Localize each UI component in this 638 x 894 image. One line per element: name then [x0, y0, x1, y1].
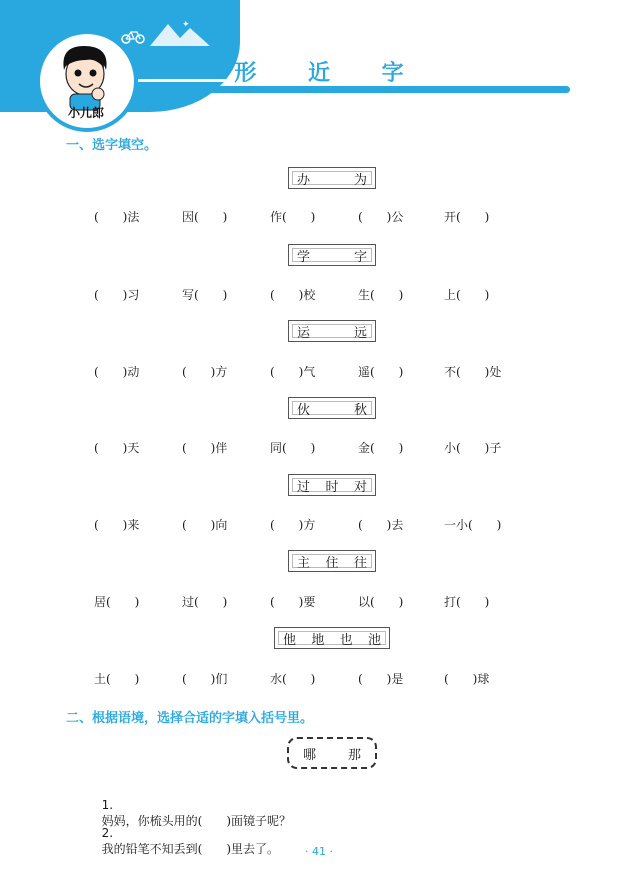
fill-row	[94, 286, 554, 304]
fill-blank-item[interactable]: ( )去	[358, 518, 404, 532]
choice-char: 对	[353, 479, 367, 495]
fill-blank-item[interactable]: 开( )	[444, 210, 490, 224]
char-choice-box	[287, 737, 377, 769]
choice-char: 时	[325, 479, 339, 495]
section-heading: 二、根据语境，选择合适的字填入括号里。	[66, 711, 314, 726]
fill-blank-item[interactable]: 因( )	[182, 210, 228, 224]
fill-blank-item[interactable]: 作( )	[270, 210, 316, 224]
mountains-icon	[150, 18, 210, 46]
fill-blank-item[interactable]: 居( )	[94, 595, 140, 609]
mascot-label: 小儿郎	[68, 106, 105, 120]
choice-char: 地	[311, 632, 325, 648]
fill-blank-item[interactable]: 以( )	[358, 595, 404, 609]
choice-char: 远	[353, 325, 367, 341]
fill-blank-item[interactable]: ( )法	[94, 210, 140, 224]
fill-blank-item[interactable]: 写( )	[182, 288, 228, 302]
fill-blank-item[interactable]: 同( )	[270, 441, 316, 455]
bicycle-icon	[120, 28, 146, 44]
choice-char: 他	[283, 632, 297, 648]
fill-blank-item[interactable]: 土( )	[94, 672, 140, 686]
char-choice-box	[288, 550, 376, 572]
choice-char: 过	[297, 479, 311, 495]
choice-char: 往	[353, 555, 367, 571]
choice-char: 办	[297, 172, 311, 188]
section-heading: 一、选字填空。	[66, 138, 158, 153]
fill-blank-item[interactable]: ( )们	[182, 672, 228, 686]
sentence-number: 1.	[101, 798, 114, 812]
fill-row	[94, 363, 554, 381]
fill-blank-item[interactable]: 生( )	[358, 288, 404, 302]
choice-char: 学	[297, 249, 311, 265]
fill-blank-item[interactable]: 不( )处	[444, 365, 502, 379]
fill-blank-item[interactable]: ( )方	[182, 365, 228, 379]
fill-blank-item[interactable]: ( )向	[182, 518, 228, 532]
fill-blank-item[interactable]: ( )动	[94, 365, 140, 379]
fill-row	[94, 593, 554, 611]
choice-char: 主	[297, 555, 311, 571]
sentence-text[interactable]: 妈妈，你梳头用的( )面镜子呢？	[101, 814, 292, 828]
fill-row	[94, 670, 554, 688]
fill-blank-item[interactable]: 水( )	[270, 672, 316, 686]
fill-blank-item[interactable]: ( )气	[270, 365, 316, 379]
fill-blank-item[interactable]: 金( )	[358, 441, 404, 455]
fill-row	[94, 439, 554, 457]
char-choice-box	[288, 320, 376, 342]
page-title: 形 近 字	[234, 61, 426, 86]
fill-blank-item[interactable]: ( )伴	[182, 441, 228, 455]
choice-char: 秋	[353, 402, 367, 418]
fill-blank-item[interactable]: ( )方	[270, 518, 316, 532]
choice-char: 伙	[297, 402, 311, 418]
char-choice-box	[288, 244, 376, 266]
choice-char: 字	[353, 249, 367, 265]
fill-blank-item[interactable]: ( )要	[270, 595, 316, 609]
choice-char: 那	[347, 747, 361, 763]
fill-blank-item[interactable]: 打( )	[444, 595, 490, 609]
char-choice-box	[288, 167, 376, 189]
char-choice-box	[274, 627, 390, 649]
fill-blank-item[interactable]: ( )习	[94, 288, 140, 302]
fill-blank-item[interactable]: ( )校	[270, 288, 316, 302]
char-choice-box	[288, 397, 376, 419]
fill-blank-item[interactable]: ( )天	[94, 441, 140, 455]
sentence-number: 2.	[101, 826, 114, 840]
sentence-text[interactable]: 我的铅笔不知丢到( )里去了。	[101, 842, 280, 856]
fill-blank-item[interactable]: ( )来	[94, 518, 140, 532]
page-number: · 41 ·	[305, 845, 333, 858]
fill-row	[94, 516, 554, 534]
fill-blank-item[interactable]: ( )公	[358, 210, 404, 224]
header-rule	[70, 86, 570, 93]
choice-char: 哪	[303, 747, 317, 763]
choice-char: 池	[367, 632, 381, 648]
choice-char: 住	[325, 555, 339, 571]
choice-char: 运	[297, 325, 311, 341]
sparkle-icon: ✦	[182, 20, 190, 30]
fill-row	[94, 208, 554, 226]
fill-blank-item[interactable]: 一小( )	[444, 518, 502, 532]
fill-blank-item[interactable]: ( )是	[358, 672, 404, 686]
fill-blank-item[interactable]: 过( )	[182, 595, 228, 609]
fill-blank-item[interactable]: 小( )子	[444, 441, 502, 455]
choice-char: 也	[339, 632, 353, 648]
fill-blank-item[interactable]: 上( )	[444, 288, 490, 302]
char-choice-box	[288, 474, 376, 496]
fill-blank-item[interactable]: 遥( )	[358, 365, 404, 379]
choice-char: 为	[353, 172, 367, 188]
fill-blank-item[interactable]: ( )球	[444, 672, 490, 686]
